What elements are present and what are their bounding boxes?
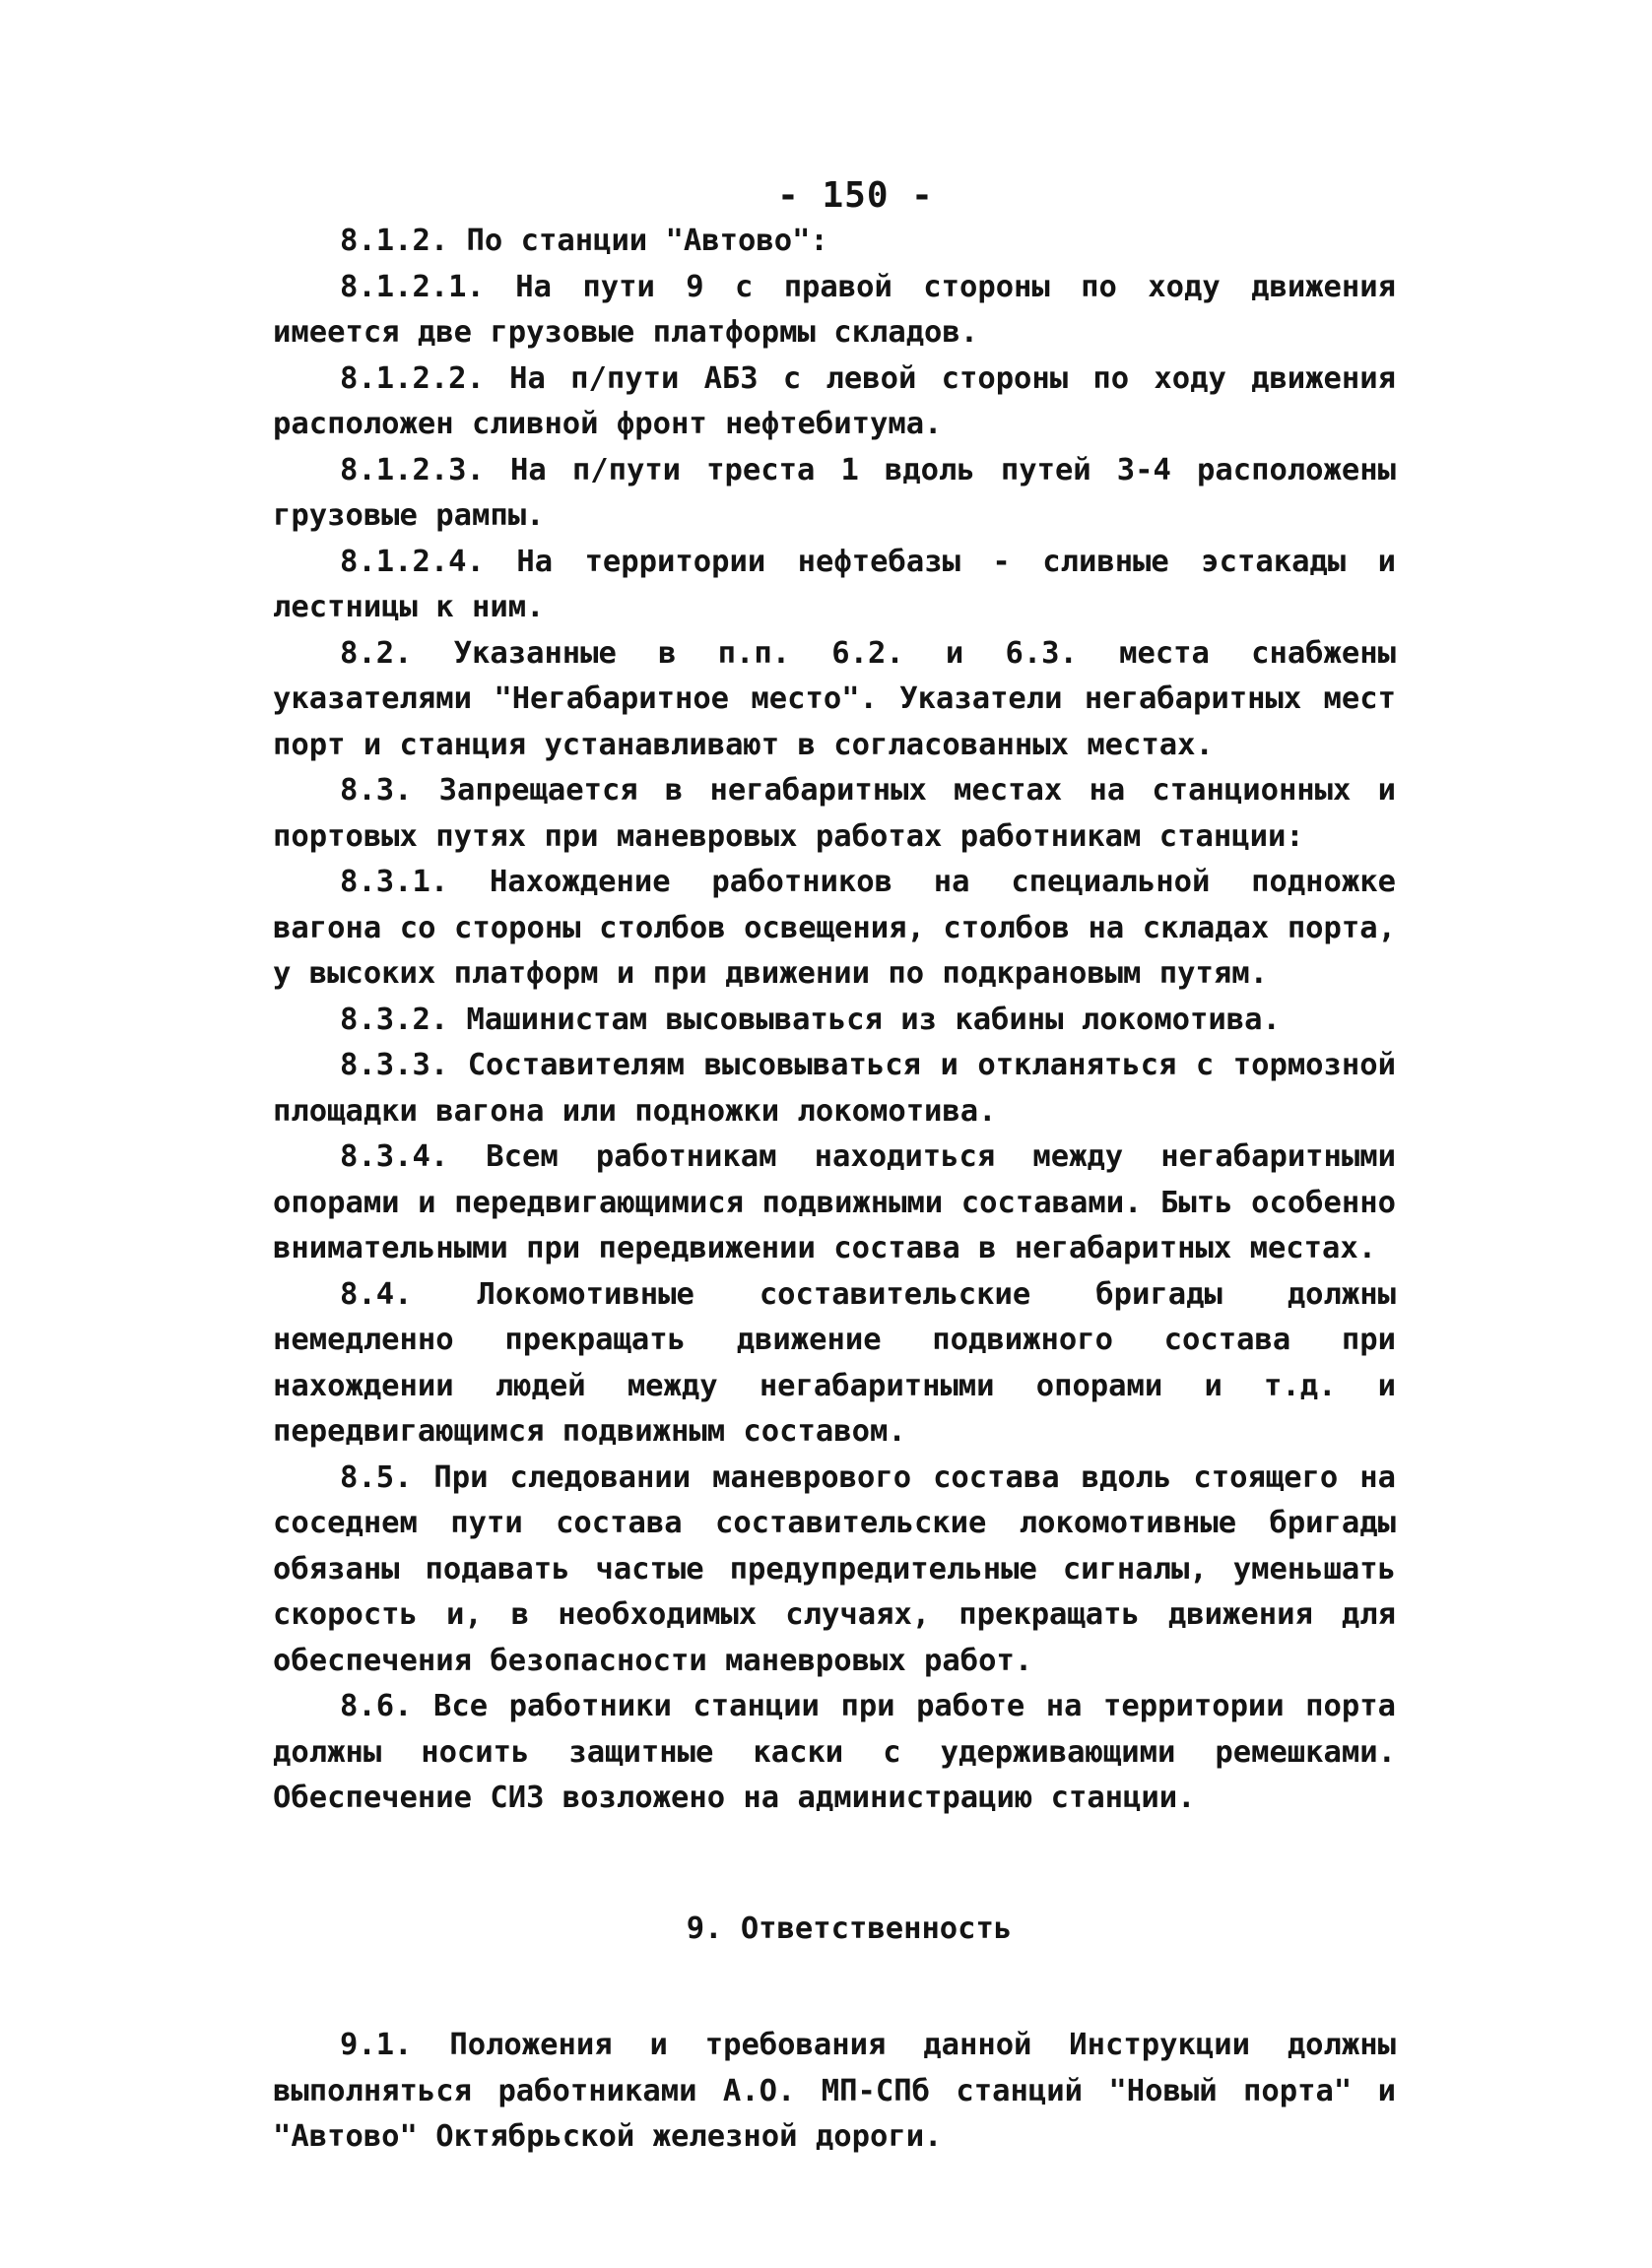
clause-8-1-2-3: 8.1.2.3. На п/пути треста 1 вдоль путей 3-4 расположены грузовые рампы.	[273, 452, 1396, 533]
clause-8-1-2: 8.1.2. По станции "Автово":	[340, 224, 828, 258]
clause-8-3-4: 8.3.4. Всем работникам находиться между негабаритными опорами и передвигающимися подвижными составами. Быть особенно внимательными при передвижении состава в негабаритных местах.	[273, 1139, 1396, 1265]
clause-8-3-3: 8.3.3. Составителям высовываться и откланяться с тормозной площадки вагона или подножки локомотива.	[273, 1048, 1396, 1129]
clause-8-1-2-2: 8.1.2.2. На п/пути АБЗ с левой стороны по ходу движения расположен сливной фронт нефтебитума.	[273, 360, 1396, 441]
clause-8-3: 8.3. Запрещается в негабаритных местах на станционных и портовых путях при маневровых работах работникам станции:	[273, 773, 1396, 854]
document-body	[273, 219, 1396, 2161]
clause-9-1: 9.1. Положения и требования данной Инструкции должны выполняться работниками А.О. МП-СПб станций "Новый порта" и "Автово" Октябрьской железной дороги.	[273, 2028, 1396, 2154]
clause-8-1-2-4: 8.1.2.4. На территории нефтебазы - сливные эстакады и лестницы к ним.	[273, 544, 1396, 624]
clause-8-5: 8.5. При следовании маневрового состава вдоль стоящего на соседнем пути состава составительские локомотивные бригады обязаны подавать частые предупредительные сигналы, уменьшать скорость и, в необходимых случаях, прекращать движения для обеспечения безопасности маневровых работ.	[273, 1459, 1396, 1678]
clause-8-1-2-1: 8.1.2.1. На пути 9 с правой стороны по ходу движения имеется две грузовые платформы складов.	[273, 269, 1396, 350]
clause-8-3-2: 8.3.2. Машинистам высовываться из кабины локомотива.	[340, 1002, 1281, 1037]
clause-8-6: 8.6. Все работники станции при работе на территории порта должны носить защитные каски с удерживающими ремешками. Обеспечение СИЗ возложено на администрацию станции.	[273, 1689, 1396, 1815]
clause-8-2: 8.2. Указанные в п.п. 6.2. и 6.3. места снабжены указателями "Негабаритное место". Указатели негабаритных мест порт и станция устанавливают в согласованных местах.	[273, 635, 1396, 762]
page-number: - 150 -	[777, 175, 934, 216]
clause-8-3-1: 8.3.1. Нахождение работников на специальной подножке вагона со стороны столбов освещения, столбов на складах порта, у высоких платформ и при движении по подкрановым путям.	[273, 865, 1396, 991]
section-title-responsibility: 9. Ответственность	[686, 1911, 1013, 1946]
clause-8-4: 8.4. Локомотивные составительские бригады должны немедленно прекращать движение подвижного состава при нахождении людей между негабаритными опорами и т.д. и передвигающимся подвижным составом.	[273, 1276, 1396, 1449]
